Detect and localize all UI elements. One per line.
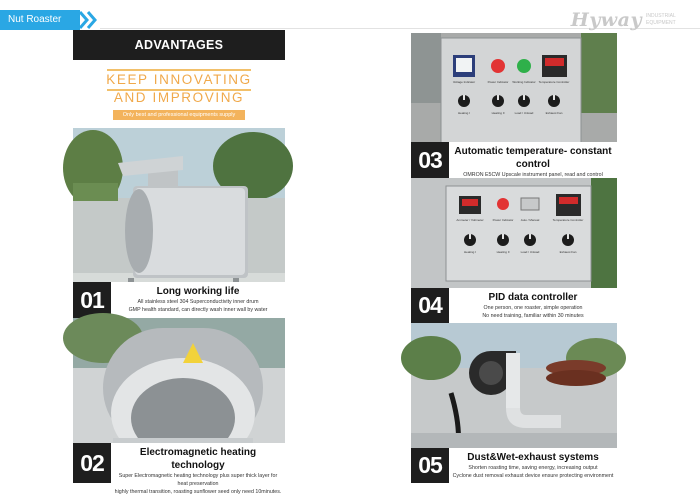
- feature-number: 03: [411, 142, 449, 178]
- double-chevron-icon: [78, 10, 100, 30]
- feature-caption-04: [411, 288, 617, 323]
- feature-desc-line: Shorten roasting time, saving energy, increasing output: [468, 465, 598, 471]
- brand-subtitle: INDUSTRIAL EQUIPMENT: [646, 13, 676, 26]
- slogan-subtitle: Only best and professional equipments supply: [113, 110, 245, 120]
- knob-label: Heating II: [496, 250, 510, 254]
- feature-number: 02: [73, 443, 111, 483]
- knob-label: Heating I: [463, 250, 477, 254]
- feature-title: PID data controller: [488, 292, 578, 303]
- feature-title: Long working life: [156, 286, 240, 297]
- panel-label: Power Indicator: [487, 80, 509, 84]
- panel-label: Temperature Controller: [552, 218, 584, 222]
- feature-desc-line: One person, one roaster, simple operation: [483, 305, 583, 311]
- feature-caption-05: [411, 448, 617, 483]
- feature-card-05: [411, 323, 617, 483]
- feature-number: 05: [411, 448, 449, 483]
- feature-title: Dust&Wet-exhaust systems: [467, 452, 599, 463]
- feature-desc-line: GMP health standard, can directly wash inner wall by water: [128, 307, 268, 313]
- feature-desc-line: highly thermal transition, roasting sunflower seed only need 10minutes.: [114, 489, 282, 495]
- feature-desc-line: Cyclone dust removal exhaust device ensure protecting environment: [452, 473, 614, 479]
- slogan-line-1: KEEP INNOVATING: [106, 72, 252, 87]
- product-tab[interactable]: Nut Roaster: [0, 10, 80, 30]
- right-column: [411, 33, 617, 483]
- feature-desc-line: No need training, familiar within 30 minutes: [482, 313, 584, 319]
- slogan-line-2: AND IMPROVING: [113, 90, 245, 105]
- feature-desc-line: Super Electromagnetic heating technology plus super thick layer for heat preservation: [118, 473, 278, 487]
- feature-title: Electromagnetic heating technology: [139, 447, 257, 471]
- left-column: [73, 30, 285, 495]
- feature-caption-02: [73, 443, 285, 495]
- feature-number: 01: [73, 282, 111, 318]
- feature-card-04: [411, 178, 617, 323]
- knob-label: Load / Unload: [514, 111, 534, 115]
- panel-label: Power Indicator: [492, 218, 514, 222]
- feature-caption-01: [73, 282, 285, 318]
- feature-title: Automatic temperature- constant control: [454, 146, 612, 170]
- feature-card-03: [411, 33, 617, 178]
- panel-label: Ammeter / Voltmeter: [456, 218, 484, 222]
- slogan-rule-top: [107, 69, 251, 71]
- feature-desc-line: All stainless steel 304 Superconductivity inner drum: [137, 299, 259, 305]
- panel-label: Temperature Controller: [538, 80, 570, 84]
- feature-caption-03: [411, 142, 617, 178]
- knob-label: Heating II: [491, 111, 505, 115]
- panel-label: Auto / Manual: [520, 218, 540, 222]
- feature-card-02: [73, 318, 285, 495]
- panel-label: Working Indicator: [512, 80, 536, 84]
- knob-label: Heating I: [457, 111, 471, 115]
- brand-name: Hyway: [570, 9, 642, 31]
- brand-logo: [571, 9, 682, 31]
- advantages-title: ADVANTAGES: [73, 30, 285, 60]
- panel-label: Voltage Indicator: [452, 80, 476, 84]
- feature-number: 04: [411, 288, 449, 323]
- knob-label: Exhaust Fan: [559, 250, 577, 254]
- feature-card-01: [73, 128, 285, 318]
- knob-label: Load / Unload: [520, 250, 540, 254]
- knob-label: Exhaust Fan: [545, 111, 563, 115]
- feature-desc-line: OMRON E5CW Upscale instrument panel, read and control: [463, 172, 603, 178]
- slogan-block: [73, 60, 285, 128]
